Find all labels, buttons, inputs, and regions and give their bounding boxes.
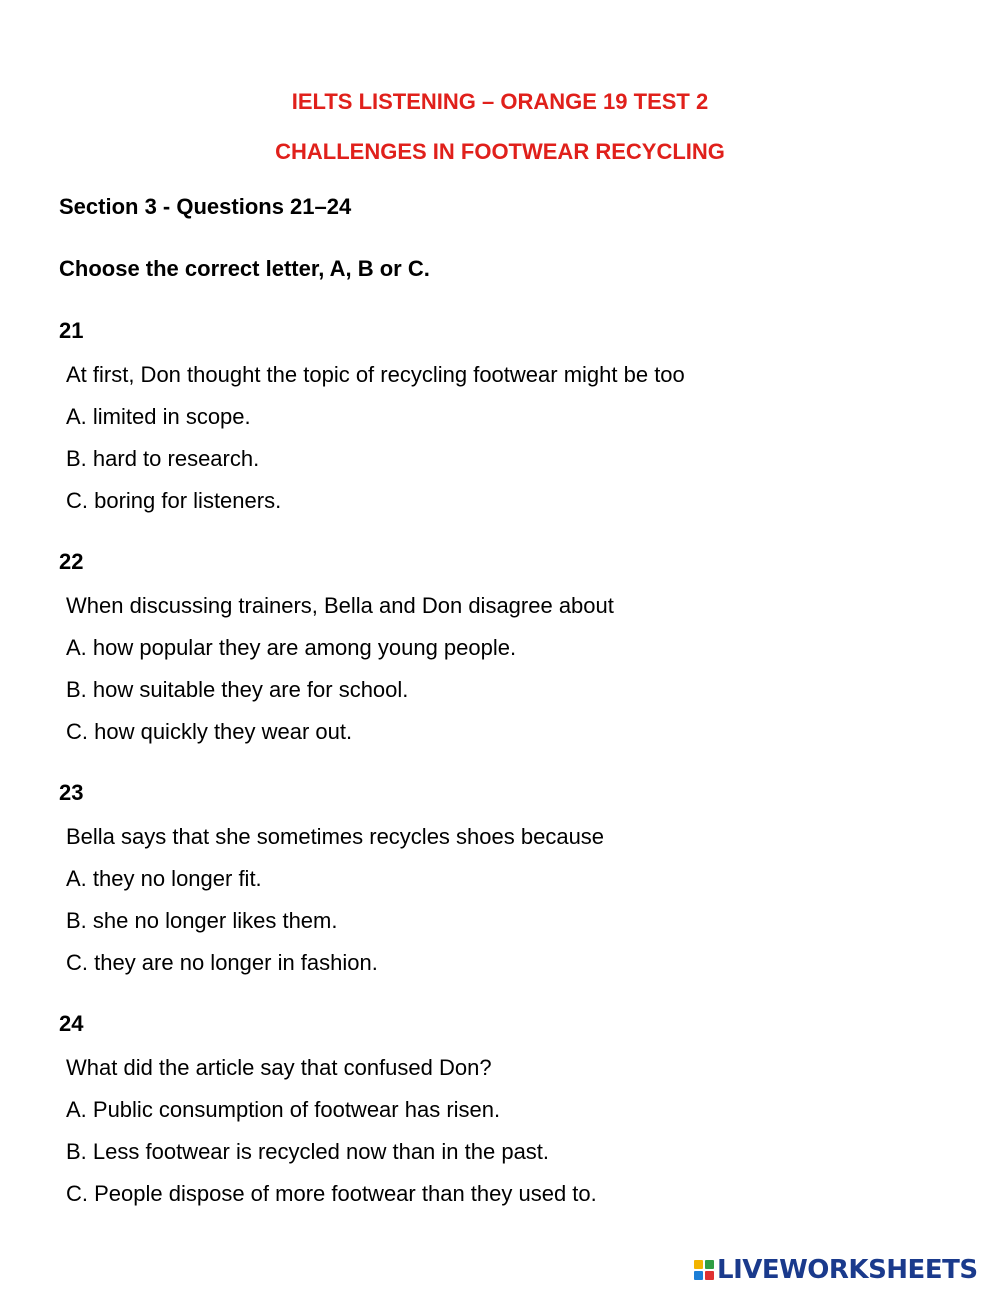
logo-block-blue bbox=[694, 1271, 703, 1280]
liveworksheets-logo bbox=[694, 1256, 978, 1284]
option-a: A. limited in scope. bbox=[66, 404, 251, 429]
logo-block-green bbox=[705, 1260, 714, 1269]
option-b: B. how suitable they are for school. bbox=[66, 677, 409, 702]
question-prompt: Bella says that she sometimes recycles shoes because bbox=[66, 824, 605, 849]
option-a: A. Public consumption of footwear has risen. bbox=[66, 1097, 501, 1122]
logo-blocks-icon bbox=[694, 1260, 714, 1280]
question-prompt: What did the article say that confused Don? bbox=[66, 1055, 492, 1080]
question-number: 21 bbox=[59, 318, 84, 343]
option-a: A. how popular they are among young people. bbox=[66, 635, 517, 660]
question-number: 23 bbox=[59, 780, 84, 805]
section-heading: Section 3 - Questions 21–24 bbox=[59, 194, 352, 219]
question-prompt: At first, Don thought the topic of recycling footwear might be too bbox=[66, 362, 685, 387]
question-prompt: When discussing trainers, Bella and Don disagree about bbox=[66, 593, 614, 618]
document-title: IELTS LISTENING – ORANGE 19 TEST 2 bbox=[291, 89, 709, 114]
option-b: B. Less footwear is recycled now than in the past. bbox=[66, 1139, 550, 1164]
logo-block-red bbox=[705, 1271, 714, 1280]
option-b: B. she no longer likes them. bbox=[66, 908, 338, 933]
option-b: B. hard to research. bbox=[66, 446, 260, 471]
instruction-text: Choose the correct letter, A, B or C. bbox=[59, 256, 430, 281]
option-c: C. boring for listeners. bbox=[66, 488, 282, 513]
option-c: C. People dispose of more footwear than they used to. bbox=[66, 1181, 597, 1206]
option-c: C. how quickly they wear out. bbox=[66, 719, 353, 744]
document-subtitle: CHALLENGES IN FOOTWEAR RECYCLING bbox=[275, 139, 725, 164]
option-a: A. they no longer fit. bbox=[66, 866, 262, 891]
question-number: 22 bbox=[59, 549, 84, 574]
logo-wordmark: LIVEWORKSHEETS bbox=[717, 1255, 978, 1285]
option-c: C. they are no longer in fashion. bbox=[66, 950, 378, 975]
logo-block-yellow bbox=[694, 1260, 703, 1269]
question-number: 24 bbox=[59, 1011, 84, 1036]
